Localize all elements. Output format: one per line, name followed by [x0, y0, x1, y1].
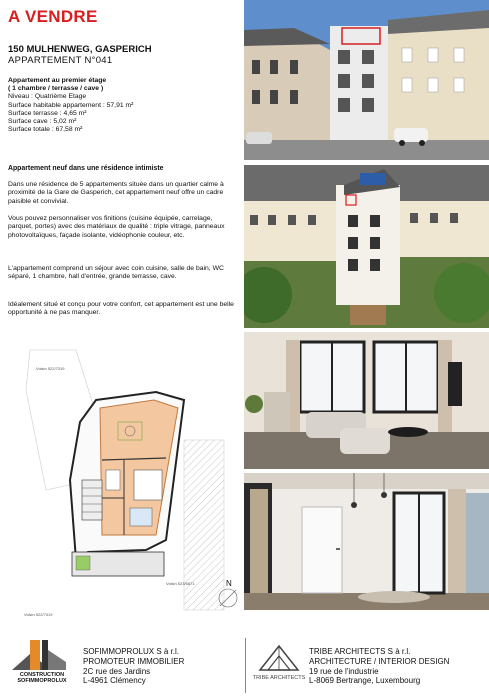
exterior-photo — [244, 0, 489, 160]
description-paragraph: Dans une résidence de 5 appartements située dans un quartier calme à proximité de la Gare de Gasperich, cet appartement neuf offre un cadre paisible et convivial. — [8, 181, 224, 205]
developer-line: L-4961 Clémency — [83, 676, 146, 686]
description-paragraph: Idéalement situé et conçu pour votre confort, cet appartement est une belle opportunité à ne pas manquer. — [8, 301, 234, 317]
footer-divider — [245, 638, 246, 693]
details-line: Surface terrasse : 4,65 m² — [8, 109, 87, 117]
details-heading: Appartement au premier étage — [8, 77, 107, 84]
tribe-architects-logo — [256, 640, 302, 674]
tribe-architects-logo-text: TRIBE ARCHITECTS — [252, 675, 306, 681]
architect-line: L-8069 Bertrange, Luxembourg — [309, 676, 421, 686]
neighbor-label: Voisin 523/6871 — [166, 581, 195, 586]
details-subheading: ( 1 chambre / terrasse / cave ) — [8, 85, 104, 93]
details-line: Surface habitable appartement : 57,91 m² — [8, 101, 134, 109]
apartment-details — [8, 77, 236, 134]
details-line: Surface totale : 67,58 m² — [8, 126, 83, 134]
developer-info — [83, 647, 184, 686]
floor-plan — [6, 330, 240, 626]
apartment-number: APPARTEMENT N°041 — [8, 55, 113, 66]
listing-title: A VENDRE — [8, 7, 98, 26]
developer-line: SOFIMMOPROLUX S à r.l. — [83, 647, 180, 656]
north-indicator: N — [226, 579, 232, 588]
architect-info — [309, 647, 449, 686]
description-heading: Appartement neuf dans une résidence intimiste — [8, 165, 164, 172]
description-paragraph: L'appartement comprend un séjour avec coin cuisine, salle de bain, WC séparé, 1 chambre, hall d'entrée, grande terrasse, cave. — [8, 265, 224, 281]
details-line: Niveau : Quatrième Etage — [8, 93, 87, 101]
details-line: Surface cave : 5,02 m² — [8, 118, 77, 126]
architect-line: 19 rue de l'industrie — [309, 666, 379, 676]
developer-line: PROMOTEUR IMMOBILIER — [83, 656, 185, 666]
developer-line: 2C rue des Jardins — [83, 666, 151, 676]
architect-line: TRIBE ARCHITECTS S à r.l. — [309, 647, 411, 656]
hallway-photo — [244, 473, 489, 610]
description-paragraph: Vous pouvez personnaliser vos finitions (cuisine équipée, carrelage, parquet, portes) avec des matériaux de qualité : triple vitrage, panneaux photovoltaïques, façade isolante, vidéophonie couleur, etc. — [8, 215, 225, 239]
architect-line: ARCHITECTURE / INTERIOR DESIGN — [309, 656, 450, 666]
property-address: 150 MULHENWEG, GASPERICH — [8, 44, 152, 55]
neighbor-label: Voisin 522/7319 — [24, 612, 53, 617]
sofimmoprolux-logo-text: CONSTRUCTION SOFIMMOPROLUX — [17, 672, 67, 684]
neighbor-label: Voisin 522/7319 — [36, 366, 65, 371]
living-room-photo — [244, 332, 489, 469]
aerial-photo — [244, 165, 489, 328]
